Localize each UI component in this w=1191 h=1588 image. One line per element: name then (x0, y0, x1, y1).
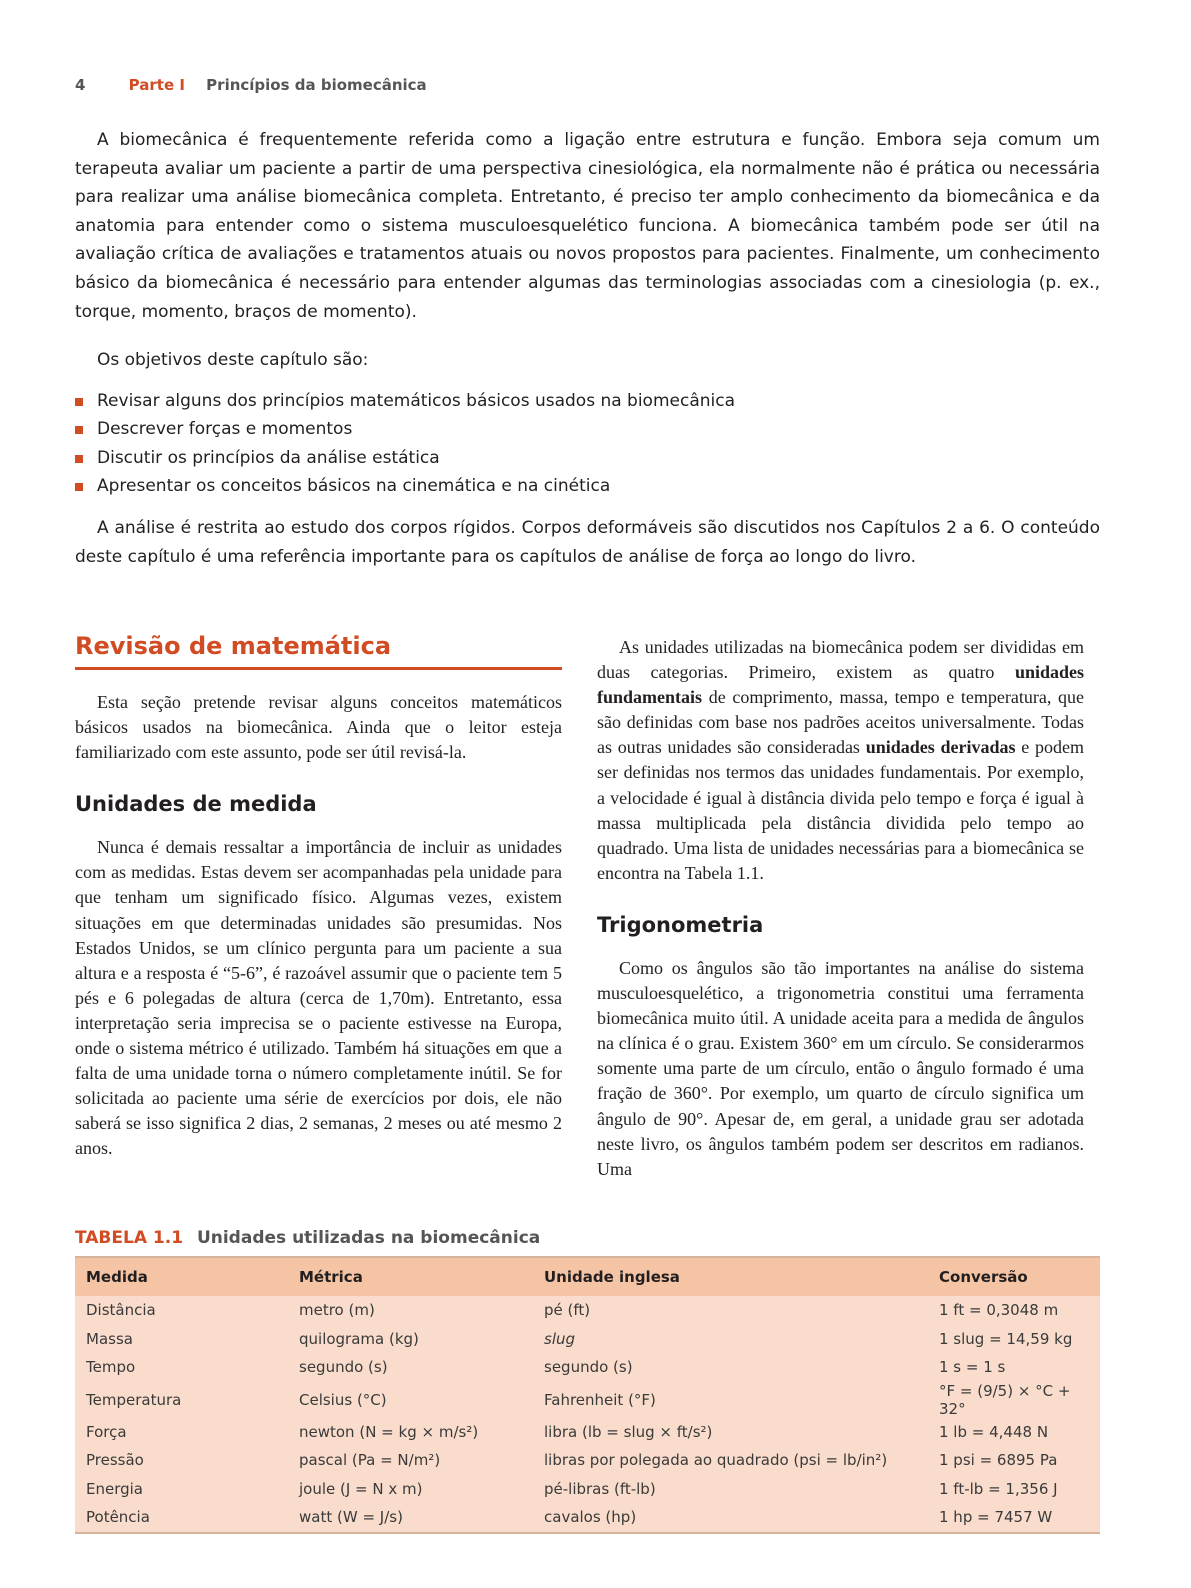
cell-metrica: metro (m) (299, 1301, 375, 1320)
cell-conversao: 1 ft = 0,3048 m (939, 1301, 1059, 1320)
cell-medida: Força (86, 1422, 127, 1441)
chapter-intro (75, 126, 1100, 572)
cell-metrica: segundo (s) (299, 1358, 388, 1377)
cell-metrica: newton (N = kg × m/s²) (299, 1422, 479, 1441)
table-number: TABELA 1.1 (75, 1228, 184, 1248)
page-number: 4 (75, 76, 86, 94)
cell-metrica: pascal (Pa = N/m²) (299, 1451, 441, 1470)
list-item (75, 444, 1100, 472)
column-header: Métrica (288, 1257, 533, 1296)
bullet-square-icon (75, 426, 83, 434)
objective-text: Descrever forças e momentos (97, 419, 353, 440)
objectives-list (75, 387, 1100, 501)
table-row (75, 1446, 1100, 1475)
units-paragraph: Nunca é demais ressaltar a importância de incluir as unidades com as medidas. Estas devem ser acompanhadas pela unidade para que tenham um significado físico. Algumas vezes, existem situações em que determinadas unidades são presumidas. Nos Estados Unidos, se um clínico pergunta para um paciente a sua altura e a resposta é “5-6”, é razoável assumir que o paciente tem 5 pés e 6 polegadas de altura (cerca de 1,70m). Entretanto, essa interpretação seria imprecisa se o paciente estivesse na Europa, onde o sistema métrico é utilizado. Também há situações em que a falta de uma unidade torna o número completamente inútil. Se for solicitada ao paciente uma série de exercícios por dois, ele não saberá se isso significa 2 dias, 2 semanas, 2 meses ou até mesmo 2 anos. (75, 837, 562, 1159)
running-header (75, 76, 427, 94)
table-title: Unidades utilizadas na biomecânica (196, 1228, 541, 1248)
table-row (75, 1382, 1100, 1418)
table-row (75, 1353, 1100, 1382)
table-row (75, 1325, 1100, 1354)
cell-conversao: 1 s = 1 s (939, 1358, 1006, 1377)
cell-inglesa: Fahrenheit (°F) (544, 1390, 656, 1409)
cell-metrica: Celsius (°C) (299, 1390, 387, 1409)
cell-medida: Temperatura (86, 1390, 182, 1409)
table-row (75, 1503, 1100, 1533)
part-label: Parte I (128, 76, 185, 94)
cell-medida: Distância (86, 1301, 156, 1320)
cell-conversao: 1 lb = 4,448 N (939, 1422, 1049, 1441)
cell-medida: Tempo (86, 1358, 136, 1377)
cell-medida: Energia (86, 1479, 143, 1498)
cell-inglesa: cavalos (hp) (533, 1503, 928, 1533)
cell-conversao: 1 psi = 6895 Pa (939, 1451, 1058, 1470)
trig-heading: Trigonometria (597, 912, 764, 937)
intro-paragraph: A biomecânica é frequentemente referida como a ligação entre estrutura e função. Embora seja comum um terapeuta avaliar um paciente a partir de uma perspectiva cinesiológica, ela normalmente não é prática ou necessária para realizar uma análise biomecânica completa. Entretanto, é preciso ter amplo conhecimento da biomecânica e da anatomia para entender como o sistema musculoesquelético funciona. A biomecânica também pode ser útil na avaliação crítica de avaliações e tratamentos atuais ou novos propostos para pacientes. Finalmente, um conhecimento básico da biomecânica é necessário para entender algumas das terminologias associadas com a cinesiologia (p. ex., torque, momento, braços de momento). (75, 130, 1100, 322)
column-header: Unidade inglesa (533, 1257, 928, 1296)
cell-inglesa: slug (544, 1329, 576, 1348)
cell-inglesa: pé (ft) (544, 1301, 591, 1320)
table-caption (75, 1228, 540, 1248)
objective-text: Revisar alguns dos princípios matemáticos básicos usados na biomecânica (97, 390, 736, 411)
list-item (75, 415, 1100, 443)
units-heading: Unidades de medida (75, 792, 317, 817)
section-intro: Esta seção pretende revisar alguns conceitos matemáticos básicos usados na biomecânica. Ainda que o leitor esteja familiarizado com este assunto, pode ser útil revisá-la. (75, 692, 562, 763)
cell-metrica: joule (J = N x m) (299, 1479, 423, 1498)
table-row (75, 1296, 1100, 1325)
trig-paragraph: Como os ângulos são tão importantes na análise do sistema musculoesquelético, a trigonometria constitui uma ferramenta biomecânica muito útil. A unidade aceita para a medida de ângulos na clínica é o grau. Existem 360° em um círculo. Se considerarmos somente uma parte de um círculo, então o ângulo formado é uma fração de 360°. Por exemplo, um quarto de círculo significa um ângulo de 90°. Apesar de, em geral, a unidade grau ser adotada neste livro, os ângulos também podem ser descritos em radianos. Uma (597, 957, 1084, 1179)
objectives-lead: Os objetivos deste capítulo são: (97, 350, 369, 371)
part-title: Princípios da biomecânica (206, 76, 427, 94)
cell-medida: Pressão (86, 1451, 144, 1470)
cell-conversao: 1 hp = 7457 W (928, 1503, 1100, 1533)
bullet-square-icon (75, 455, 83, 463)
cell-medida: Massa (86, 1329, 133, 1348)
cell-conversao: 1 ft-lb = 1,356 J (939, 1479, 1058, 1498)
cell-inglesa: segundo (s) (544, 1358, 633, 1377)
left-column (75, 632, 562, 1162)
units-continued-paragraph: As unidades utilizadas na biomecânica podem ser divididas em duas categorias. Primeiro, existem as quatro unidades fundamentais de comprimento, massa, tempo e temperatura, que são definidas com base nos padrões aceitos universalmente. Todas as outras unidades são consideradas unidades derivadas e podem ser definidas nos termos das unidades fundamentais. Por exemplo, a velocidade é igual à distância divida pelo tempo e força é igual à massa multiplicada pela distância dividida pelo tempo ao quadrado. Uma lista de unidades necessárias para a biomecânica se encontra na Tabela 1.1. (597, 637, 1085, 883)
cell-medida: Potência (75, 1503, 288, 1533)
bullet-square-icon (75, 398, 83, 406)
objective-text: Discutir os princípios da análise estática (97, 447, 440, 468)
section-title: Revisão de matemática (75, 632, 562, 670)
cell-conversao: °F = (9/5) × °C + 32° (939, 1381, 1071, 1418)
bullet-square-icon (75, 483, 83, 491)
right-column (597, 635, 1084, 1182)
column-header: Conversão (928, 1257, 1100, 1296)
table-row (75, 1418, 1100, 1447)
column-header: Medida (75, 1257, 288, 1296)
term-fundamental: unidades fundamentais (597, 662, 1084, 708)
cell-inglesa: libras por polegada ao quadrado (psi = lb/in²) (544, 1451, 888, 1470)
term-derived: unidades derivadas (865, 737, 1016, 758)
table-header-row (75, 1257, 1100, 1296)
cell-metrica: quilograma (kg) (299, 1329, 419, 1348)
table-row (75, 1475, 1100, 1504)
list-item (75, 387, 1100, 415)
cell-conversao: 1 slug = 14,59 kg (939, 1329, 1073, 1348)
list-item (75, 472, 1100, 500)
cell-inglesa: libra (lb = slug × ft/s²) (544, 1422, 713, 1441)
cell-metrica: watt (W = J/s) (288, 1503, 533, 1533)
objective-text: Apresentar os conceitos básicos na cinemática e na cinética (97, 475, 611, 496)
closing-paragraph: A análise é restrita ao estudo dos corpos rígidos. Corpos deformáveis são discutidos nos Capítulos 2 a 6. O conteúdo deste capítulo é uma referência importante para os capítulos de análise de força ao longo do livro. (75, 518, 1100, 567)
cell-inglesa: pé-libras (ft-lb) (544, 1479, 656, 1498)
units-table (75, 1256, 1100, 1534)
